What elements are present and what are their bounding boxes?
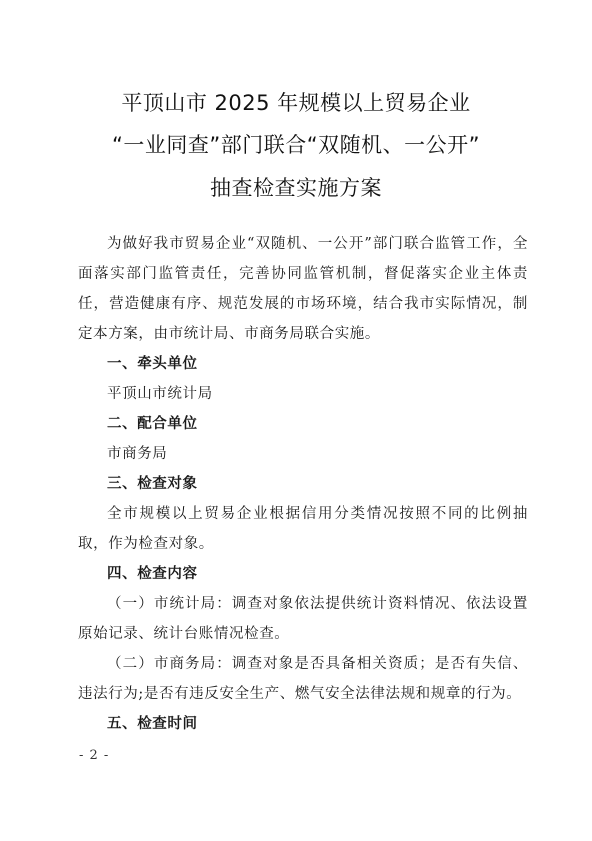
- page-number: - 2 -: [79, 748, 110, 763]
- document-body: [78, 229, 528, 739]
- section-heading-lead-unit: 一、牵头单位: [107, 356, 198, 372]
- title-line-3: 抽查检查实施方案: [210, 176, 382, 200]
- section-heading-inspection-content: 四、检查内容: [107, 566, 198, 582]
- inspection-targets-text: 全市规模以上贸易企业根据信用分类情况按照不同的比例抽取，作为检查对象。: [78, 506, 528, 552]
- inspection-content-item-1: （一）市统计局：调查对象依法提供统计资料情况、依法设置原始记录、统计台账情况检查。: [78, 596, 528, 642]
- inspection-content-item-2: （二）市商务局：调查对象是否具备相关资质；是否有失信、违法行为;是否有违反安全生产、燃气安全法律法规和规章的行为。: [78, 656, 528, 702]
- section-heading-inspection-targets: 三、检查对象: [107, 476, 198, 492]
- section-heading-inspection-time: 五、检查时间: [107, 716, 198, 732]
- title-line-2: “一业同查”部门联合“双随机、一公开”: [111, 133, 481, 157]
- intro-paragraph: 为做好我市贸易企业“双随机、一公开”部门联合监管工作，全面落实部门监管责任，完善协同监管机制，督促落实企业主体责任，营造健康有序、规范发展的市场环境，结合我市实际情况，制定本方案，由市统计局、市商务局联合实施。: [78, 236, 528, 342]
- section-heading-cooperating-unit: 二、配合单位: [107, 416, 198, 432]
- title-line-1: 平顶山市 2025 年规模以上贸易企业: [121, 91, 471, 115]
- cooperating-unit-text: 市商务局: [107, 446, 168, 462]
- lead-unit-text: 平顶山市统计局: [107, 386, 213, 402]
